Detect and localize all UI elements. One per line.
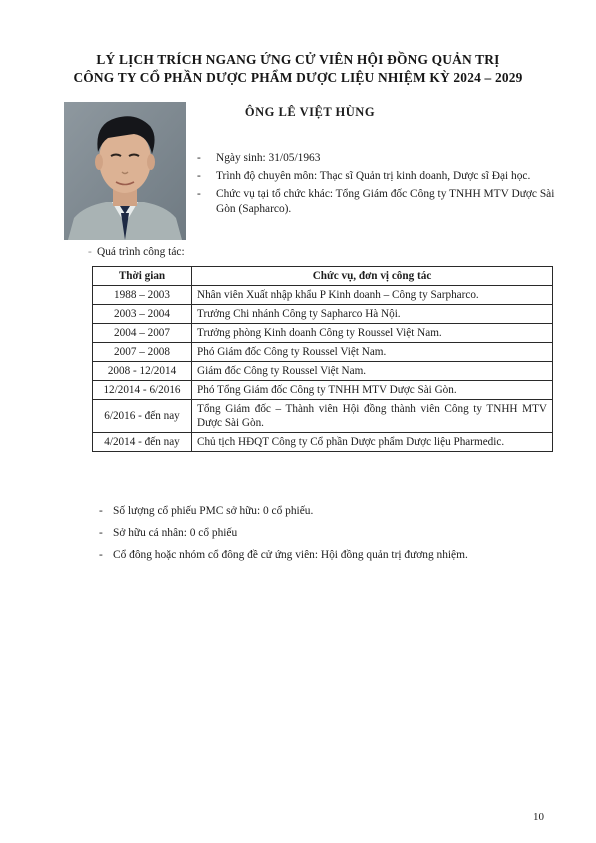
header-position: Chức vụ, đơn vị công tác: [192, 267, 553, 286]
detail-birthdate: [197, 151, 567, 166]
page-number: 10: [533, 811, 544, 823]
portrait-illustration: [64, 102, 186, 240]
table-row: [93, 433, 553, 452]
list-item-text: Cổ đông hoặc nhóm cổ đông đề cử ứng viên: Hội đồng quản trị đương nhiệm.: [113, 549, 468, 561]
work-history-label-row: [88, 246, 185, 258]
dash-marker: -: [197, 188, 201, 200]
list-item: [99, 504, 569, 519]
detail-text: Ngày sinh: 31/05/1963: [216, 152, 321, 164]
cell-position: Phó Tổng Giám đốc Công ty TNHH MTV Dược Sài Gòn.: [192, 381, 553, 400]
cell-period: 2003 – 2004: [93, 305, 192, 324]
cell-period: 4/2014 - đến nay: [93, 433, 192, 452]
list-item: [99, 548, 569, 563]
detail-text: Trình độ chuyên môn: Thạc sĩ Quản trị kinh doanh, Dược sĩ Đại học.: [216, 170, 531, 182]
table-row: [93, 381, 553, 400]
dash-marker: -: [197, 170, 201, 182]
list-item-text: Số lượng cổ phiếu PMC sở hữu: 0 cổ phiếu.: [113, 505, 314, 517]
cell-position: Trưởng Chi nhánh Công ty Sapharco Hà Nội.: [192, 305, 553, 324]
cell-position: Chủ tịch HĐQT Công ty Cổ phần Dược phẩm Dược liệu Pharmedic.: [192, 433, 553, 452]
cell-position: Nhân viên Xuất nhập khẩu P Kinh doanh – Công ty Sarpharco.: [192, 286, 553, 305]
detail-other-position: [197, 187, 567, 217]
table-row: [93, 305, 553, 324]
dash-marker: -: [99, 549, 103, 561]
dash-marker: -: [99, 505, 103, 517]
table-header-row: [93, 267, 553, 286]
cell-position: Phó Giám đốc Công ty Roussel Việt Nam.: [192, 343, 553, 362]
dash-marker: -: [99, 527, 103, 539]
cell-position: Tổng Giám đốc – Thành viên Hội đồng thành viên Công ty TNHH MTV Dược Sài Gòn.: [192, 400, 553, 433]
dash-marker: -: [197, 152, 201, 164]
candidate-name: ÔNG LÊ VIỆT HÙNG: [244, 105, 376, 119]
document-title-line-2: CÔNG TY CỔ PHẦN DƯỢC PHẨM DƯỢC LIỆU NHIỆM KỲ 2024 – 2029: [73, 70, 523, 85]
cell-position: Giám đốc Công ty Roussel Việt Nam.: [192, 362, 553, 381]
table-row: [93, 400, 553, 433]
cell-period: 6/2016 - đến nay: [93, 400, 192, 433]
list-item-text: Sở hữu cá nhân: 0 cổ phiếu: [113, 527, 238, 539]
table-row: [93, 324, 553, 343]
list-item: [99, 526, 569, 541]
dash-marker: -: [88, 246, 92, 258]
work-history-label: Quá trình công tác:: [97, 246, 185, 258]
document-title-line-1: LÝ LỊCH TRÍCH NGANG ỨNG CỬ VIÊN HỘI ĐỒNG QUẢN TRỊ: [96, 52, 500, 67]
cell-period: 2004 – 2007: [93, 324, 192, 343]
table-row: [93, 286, 553, 305]
candidate-details: [197, 151, 567, 220]
table-row: [93, 343, 553, 362]
candidate-portrait-photo: [64, 102, 186, 240]
cell-period: 2008 - 12/2014: [93, 362, 192, 381]
cell-position: Trưởng phòng Kinh doanh Công ty Roussel Việt Nam.: [192, 324, 553, 343]
header-period: Thời gian: [93, 267, 192, 286]
work-history-table: [92, 266, 553, 452]
cell-period: 2007 – 2008: [93, 343, 192, 362]
shareholding-list: [99, 504, 569, 570]
cell-period: 1988 – 2003: [93, 286, 192, 305]
detail-qualification: [197, 169, 567, 184]
table-row: [93, 362, 553, 381]
detail-text: Chức vụ tại tổ chức khác: Tổng Giám đốc Công ty TNHH MTV Dược Sài Gòn (Sapharco).: [216, 188, 555, 215]
cell-period: 12/2014 - 6/2016: [93, 381, 192, 400]
